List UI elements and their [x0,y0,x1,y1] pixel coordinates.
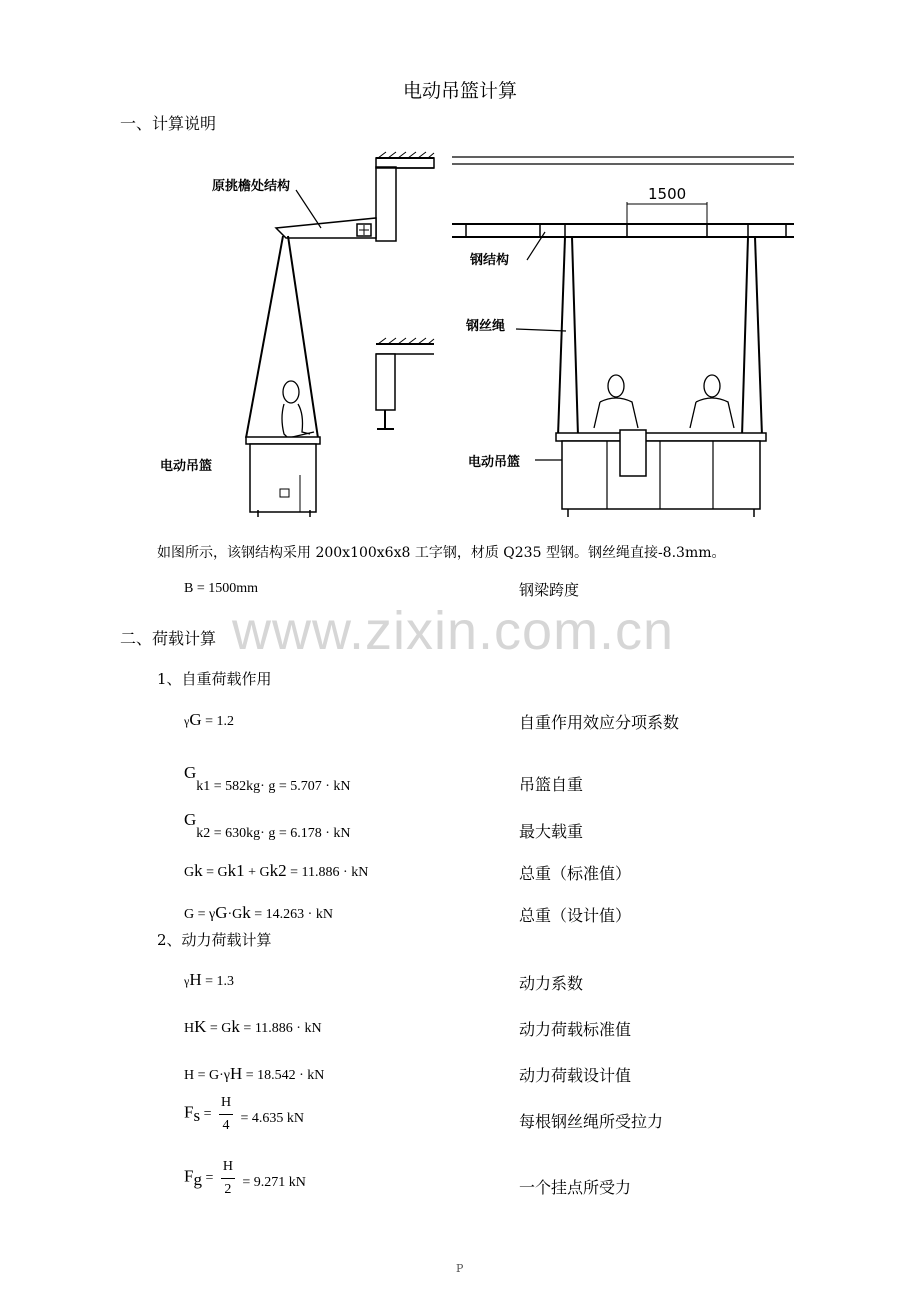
page-title: 电动吊篮计算 [402,80,517,102]
left-building-top [376,152,434,241]
formula-gamma-h: γH = 1.3 [184,970,234,989]
fraction-h-over-2: $\frac{H}{2}$ [222,1159,233,1197]
desc-gk1: 吊篮自重 [519,775,584,794]
span-formula: B = 1500mm [184,581,259,596]
span-desc: 钢梁跨度 [519,581,580,599]
label-original-eaves: 原挑檐处结构 [212,179,291,194]
watermark: www.zixin.com.cn [232,601,675,661]
formula-g-design: G = γG·Gk = 14.263 · kN [184,903,333,922]
label-basket-right: 电动吊篮 [468,455,521,470]
hanging-basket-figure [0,140,920,530]
fraction-h-over-4: $\frac{H}{4}$ [220,1095,232,1133]
formula-h-design: H = G·γH = 18.542 · kN [184,1064,325,1083]
desc-fs: 每根钢丝绳所受拉力 [519,1112,664,1131]
formula-fs: Fs = $\frac{H}{4}$ = 4.635 kN [184,1092,304,1137]
page-footer: P [456,1262,464,1275]
formula-gamma-g: γG = 1.2 [184,710,234,729]
desc-h-design: 动力荷载设计值 [519,1066,632,1085]
right-worker-2 [690,375,734,428]
desc-gk2: 最大载重 [519,822,584,841]
dimension-1500 [627,202,707,224]
formula-gk1: Gk1 = 582kg· g = 5.707 · kN [184,763,351,794]
label-steel-rope: 钢丝绳 [466,319,506,334]
label-basket-left: 电动吊篮 [160,459,213,474]
label-dimension: 1500 [648,185,687,203]
section-heading-1: 一、计算说明 [120,114,217,133]
desc-g-design: 总重（设计值） [519,906,632,925]
formula-hk: HK = Gk = 11.886 · kN [184,1017,322,1036]
desc-gamma-g: 自重作用效应分项系数 [519,713,680,732]
desc-hk: 动力荷载标准值 [519,1020,632,1039]
left-building-lower [376,338,434,429]
label-steel-structure: 钢结构 [470,253,510,268]
desc-fg: 一个挂点所受力 [519,1178,632,1197]
left-worker [282,381,314,438]
desc-gk-total: 总重（标准值） [519,864,632,883]
right-worker-1 [594,375,638,428]
intro-paragraph: 如图所示，该钢结构采用 200x100x6x8 工字钢，材质 Q235 型钢。钢丝绳直接-8.3mm。 [157,545,726,561]
formula-fg: Fg = $\frac{H}{2}$ = 9.271 kN [184,1156,306,1201]
formula-gk2: Gk2 = 630kg· g = 6.178 · kN [184,810,351,841]
subsection-heading-2: 2、动力荷载计算 [157,931,272,949]
subsection-heading-1: 1、自重荷载作用 [157,670,272,688]
right-steel-beam [452,157,794,237]
desc-gamma-h: 动力系数 [519,974,584,993]
section-heading-2: 二、荷载计算 [120,629,217,648]
cantilever-arm [276,218,376,238]
formula-gk-total: Gk = Gk1 + Gk2 = 11.886 · kN [184,861,369,880]
